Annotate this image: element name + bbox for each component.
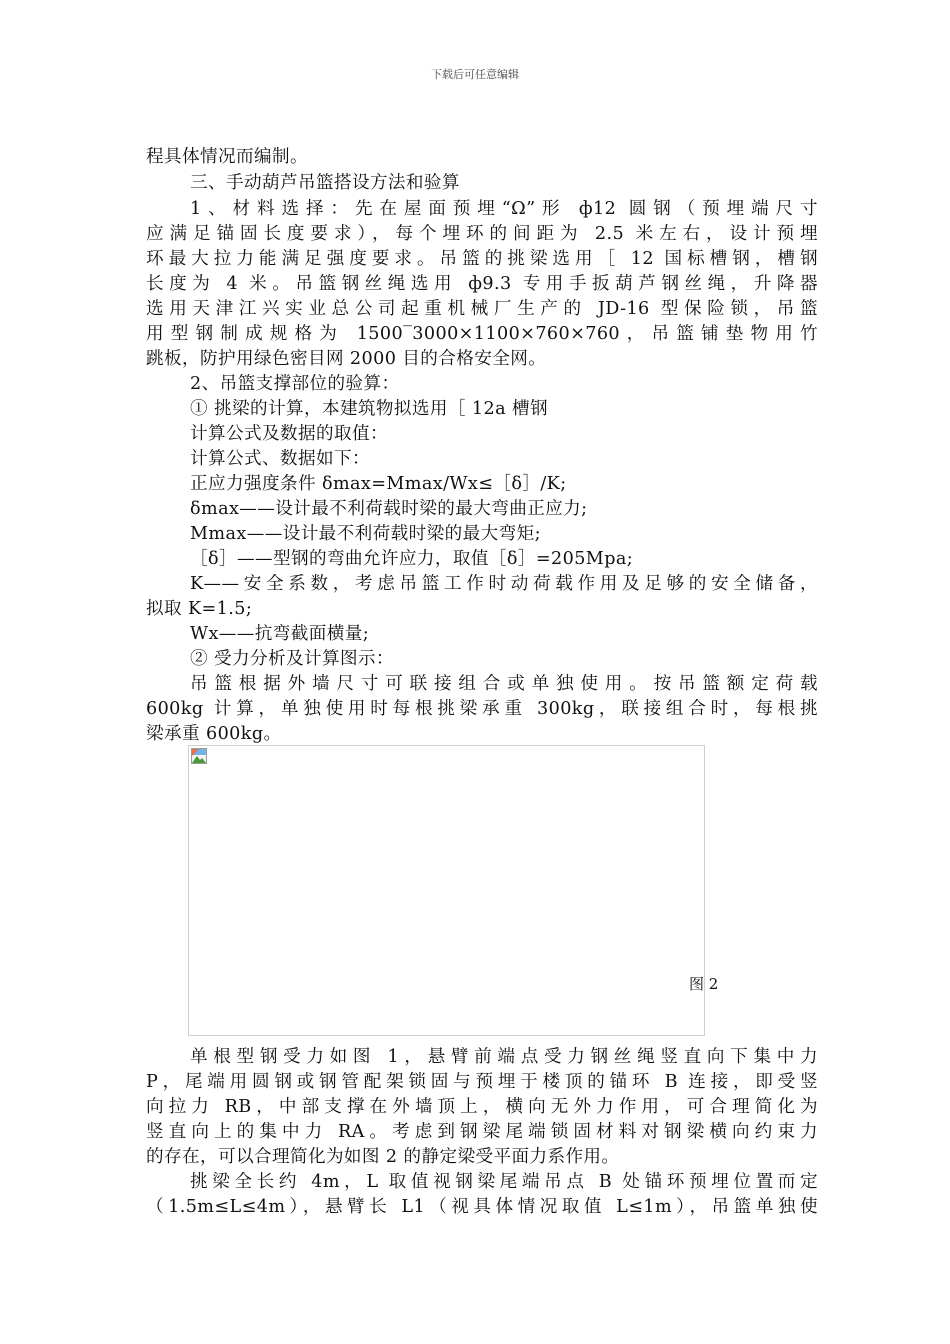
text-line: 梁承重 600kg。 <box>146 724 282 744</box>
text-line: 600kg 计算，单独使用时每根挑梁承重 300kg，联接组合时，每根挑 <box>146 699 818 719</box>
text-line: Wx——抗弯截面横量; <box>190 624 370 644</box>
text-line: 的存在，可以合理简化为如图 2 的静定梁受平面力系作用。 <box>146 1147 620 1167</box>
text-line: δmax——设计最不利荷载时梁的最大弯曲正应力; <box>190 499 588 519</box>
text-line: 计算公式及数据的取值： <box>190 424 388 444</box>
page-header: 下载后可任意编辑 <box>431 68 519 81</box>
text-line: 应满足锚固长度要求），每个埋环的间距为 2.5 米左右，设计预埋 <box>146 224 818 244</box>
text-line: 吊篮根据外墙尺寸可联接组合或单独使用。按吊篮额定荷载 <box>190 674 818 694</box>
text-line: 程具体情况而编制。 <box>146 147 308 167</box>
text-line: 环最大拉力能满足强度要求。吊篮的挑梁选用［ 12 国标槽钢，槽钢 <box>146 249 818 269</box>
text-line: 向拉力 RB，中部支撑在外墙顶上，横向无外力作用，可合理简化为 <box>146 1097 818 1117</box>
text-line: Mmax——设计最不利荷载时梁的最大弯矩; <box>190 524 541 544</box>
text-line: ① 挑梁的计算，本建筑物拟选用［ 12a 槽钢 <box>190 399 548 419</box>
text-line: P，尾端用圆钢或钢管配架锁固与预埋于楼顶的锚环 B 连接，即受竖 <box>146 1072 818 1092</box>
text-line: 1、材料选择：先在屋面预埋“Ω”形 ф12 圆钢（预埋端尺寸 <box>190 199 818 219</box>
text-line: ［δ］——型钢的弯曲允许应力，取值［δ］=205Mpa; <box>190 549 634 569</box>
section-heading: 三、手动葫芦吊篮搭设方法和验算 <box>190 173 460 193</box>
text-line: 竖直向上的集中力 RA。考虑到钢梁尾端锁固材料对钢梁横向约束力 <box>146 1122 818 1142</box>
text-line: 长度为 4 米。吊篮钢丝绳选用 ф9.3 专用手扳葫芦钢丝绳，升降器 <box>146 274 818 294</box>
text-line: 计算公式、数据如下： <box>190 449 370 469</box>
text-line: 拟取 K=1.5; <box>146 599 253 619</box>
text-line: ② 受力分析及计算图示： <box>190 649 394 669</box>
text-line: 单根型钢受力如图 1，悬臂前端点受力钢丝绳竖直向下集中力 <box>190 1047 818 1067</box>
text-line: 挑梁全长约 4m，L 取值视钢梁尾端吊点 B 处锚环预埋位置而定 <box>190 1172 818 1192</box>
formula-line: 正应力强度条件 δmax=Mmax/Wx≤［δ］/K; <box>190 474 567 494</box>
figure-caption: 图 2 <box>689 975 719 993</box>
text-line: 跳板，防护用绿色密目网 2000 目的合格安全网。 <box>146 349 547 369</box>
text-line: 用型钢制成规格为 1500‾3000×1100×760×760，吊篮铺垫物用竹 <box>146 324 818 344</box>
text-line: 选用天津江兴实业总公司起重机械厂生产的 JD-16 型保险锁，吊篮 <box>146 299 818 319</box>
broken-image-icon <box>191 748 207 764</box>
text-line: （1.5m≤L≤4m），悬臂长 L1（视具体情况取值 L≤1m），吊篮单独使 <box>146 1197 818 1217</box>
figure-placeholder <box>188 745 705 1036</box>
text-line: 2、吊篮支撑部位的验算： <box>190 374 400 394</box>
text-line: K——安全系数，考虑吊篮工作时动荷载作用及足够的安全储备， <box>190 574 818 594</box>
